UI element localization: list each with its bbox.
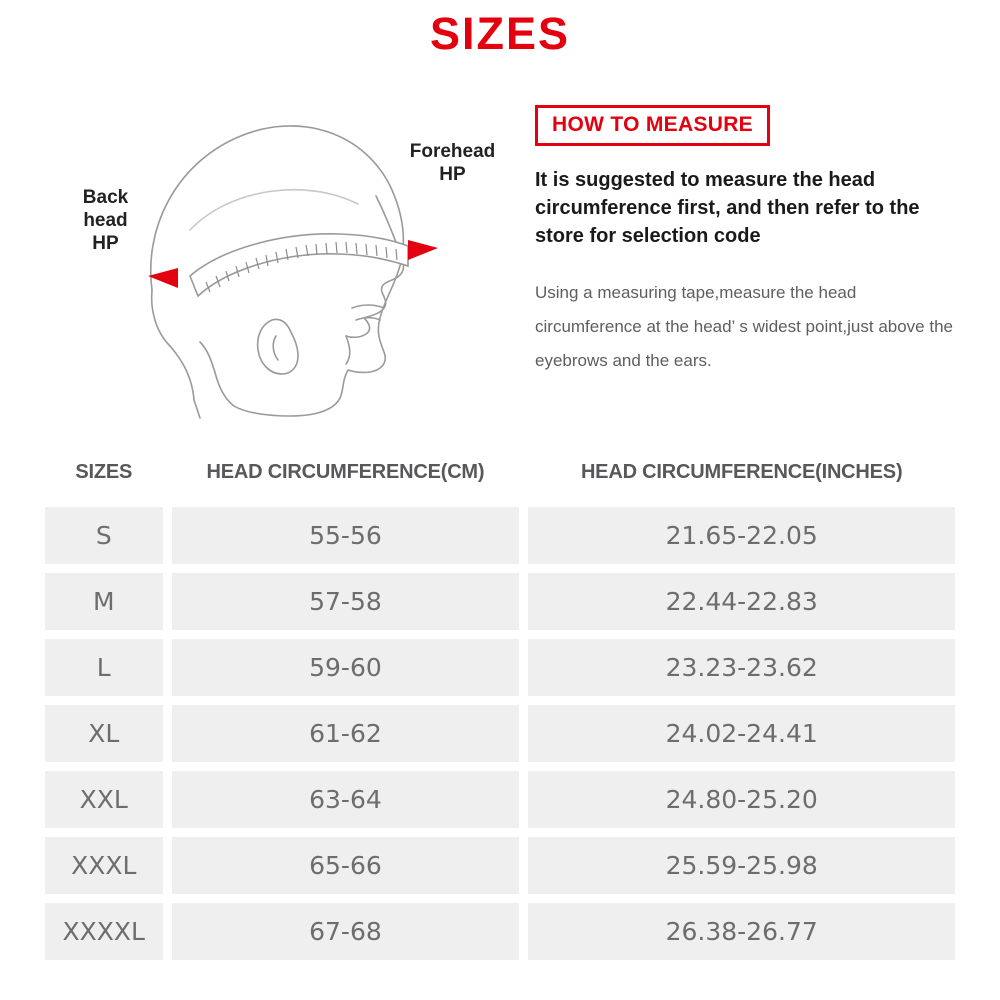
head-measurement-illustration xyxy=(40,80,520,420)
header-sizes: SIZES xyxy=(75,461,133,483)
header-spacer-1 xyxy=(163,461,172,498)
cell-spacer xyxy=(519,705,528,762)
table-row xyxy=(45,771,955,828)
header-head-circumference-inches: HEAD CIRCUMFERENCE(INCHES) xyxy=(580,461,903,483)
table-row xyxy=(45,837,955,894)
cell-spacer xyxy=(163,903,172,960)
cell-spacer xyxy=(163,573,172,630)
cell-spacer xyxy=(519,903,528,960)
howto-body-text: It is suggested to measure the head circumference first, and then refer to the store for selection code xyxy=(535,169,920,247)
cell-size: XL xyxy=(45,705,163,762)
cell-size: L xyxy=(45,639,163,696)
label-back-line2: head xyxy=(83,210,128,231)
label-forehead-line1: Forehead xyxy=(409,141,496,162)
header-head-circumference-cm: HEAD CIRCUMFERENCE(CM) xyxy=(206,461,485,483)
table-row xyxy=(45,507,955,564)
table-row xyxy=(45,573,955,630)
size-chart-table xyxy=(45,452,955,969)
table-header xyxy=(45,461,955,498)
cell-spacer xyxy=(519,573,528,630)
cell-cm: 61-62 xyxy=(172,705,519,762)
howto-note-text: Using a measuring tape,measure the head circumference at the head’ s widest point,just above the eyebrows and the ears. xyxy=(535,283,953,370)
cell-inches: 23.23-23.62 xyxy=(528,639,955,696)
cell-size: XXXXL xyxy=(45,903,163,960)
cell-cm: 57-58 xyxy=(172,573,519,630)
cell-inches: 24.02-24.41 xyxy=(528,705,955,762)
cell-cm: 59-60 xyxy=(172,639,519,696)
table-row xyxy=(45,639,955,696)
howto-banner: HOW TO MEASURE xyxy=(535,105,770,146)
measuring-tape xyxy=(190,234,408,296)
table-body xyxy=(45,507,955,960)
cell-inches: 26.38-26.77 xyxy=(528,903,955,960)
cell-cm: 67-68 xyxy=(172,903,519,960)
cell-cm: 63-64 xyxy=(172,771,519,828)
label-back-head xyxy=(58,186,153,255)
cell-size: S xyxy=(45,507,163,564)
table-row xyxy=(45,705,955,762)
cell-size: XXL xyxy=(45,771,163,828)
cell-spacer xyxy=(519,837,528,894)
page-title: SIZES xyxy=(429,8,571,59)
cell-spacer xyxy=(519,507,528,564)
how-to-measure-panel xyxy=(535,105,965,378)
cell-spacer xyxy=(519,771,528,828)
back-head-arrow xyxy=(148,268,178,288)
cell-spacer xyxy=(163,771,172,828)
cell-inches: 21.65-22.05 xyxy=(528,507,955,564)
cell-spacer xyxy=(163,639,172,696)
cell-inches: 25.59-25.98 xyxy=(528,837,955,894)
cell-spacer xyxy=(163,705,172,762)
label-back-line1: Back xyxy=(82,187,129,208)
label-back-line3: HP xyxy=(92,233,119,254)
cell-cm: 65-66 xyxy=(172,837,519,894)
cell-size: XXXL xyxy=(45,837,163,894)
table-header-row xyxy=(45,461,955,498)
cell-inches: 22.44-22.83 xyxy=(528,573,955,630)
header-spacer-2 xyxy=(519,461,528,498)
cell-cm: 55-56 xyxy=(172,507,519,564)
cell-spacer xyxy=(163,837,172,894)
label-forehead-line2: HP xyxy=(439,164,466,185)
table-row xyxy=(45,903,955,960)
label-forehead xyxy=(385,140,520,186)
cell-size: M xyxy=(45,573,163,630)
cell-spacer xyxy=(519,639,528,696)
cell-inches: 24.80-25.20 xyxy=(528,771,955,828)
cell-spacer xyxy=(163,507,172,564)
forehead-arrow xyxy=(408,240,438,260)
